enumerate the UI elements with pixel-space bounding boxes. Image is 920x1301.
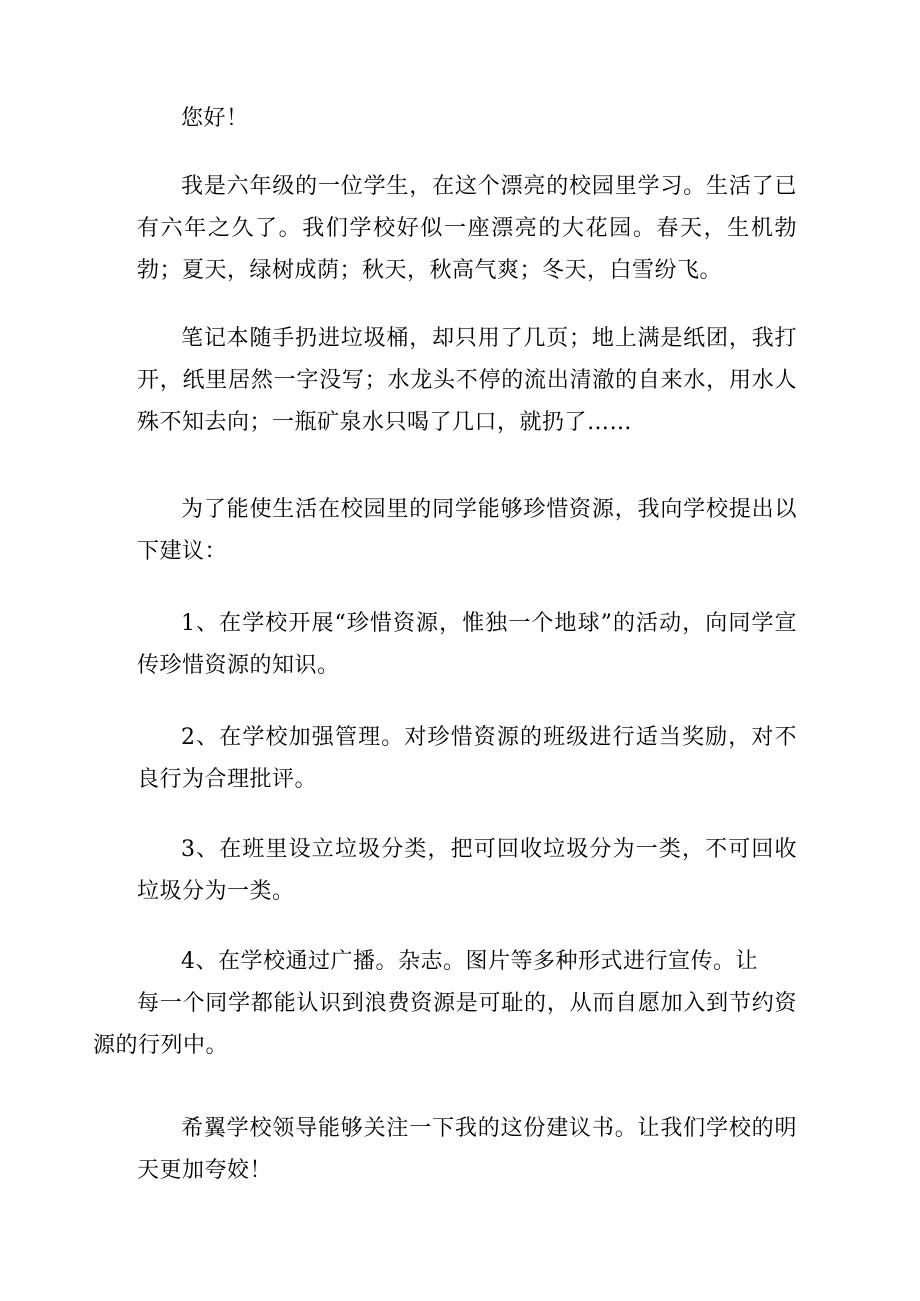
- paragraph-waste: 笔记本随手扔进垃圾桶，却只用了几页；地上满是纸团，我打开，纸里居然一字没写；水龙头不停的流出清澈的自来水，用水人殊不知去向；一瓶矿泉水只喝了几口，就扔了……: [137, 326, 797, 435]
- closing-paragraph: 希翼学校领导能够关注一下我的这份建议书。让我们学校的明天更加夸姣！: [137, 1116, 797, 1183]
- greeting: 您好！: [181, 106, 249, 131]
- suggestion-4: [93, 941, 797, 1067]
- suggestion-4-rest: 每一个同学都能认识到浪费资源是可耻的，从而自愿加入到节约资源的行列中。: [93, 991, 797, 1058]
- suggestion-4-first-line: 4、在学校通过广播。杂志。图片等多种形式进行宣传。让: [181, 949, 758, 974]
- suggestion-2: 2、在学校加强管理。对珍惜资源的班级进行适当奖励，对不良行为合理批评。: [137, 725, 797, 792]
- paragraph-proposal: 为了能使生活在校园里的同学能够珍惜资源，我向学校提出以下建议：: [137, 497, 797, 564]
- paragraph-intro: 我是六年级的一位学生，在这个漂亮的校园里学习。生活了已有六年之久了。我们学校好似一座漂亮的大花园。春天，生机勃勃；夏天，绿树成荫；秋天，秋高气爽；冬天，白雪纷飞。: [137, 174, 797, 283]
- suggestion-1: 1、在学校开展“珍惜资源，惟独一个地球”的活动，向同学宣传珍惜资源的知识。: [137, 611, 797, 678]
- suggestion-3: 3、在班里设立垃圾分类，把可回收垃圾分为一类，不可回收垃圾分为一类。: [137, 837, 797, 904]
